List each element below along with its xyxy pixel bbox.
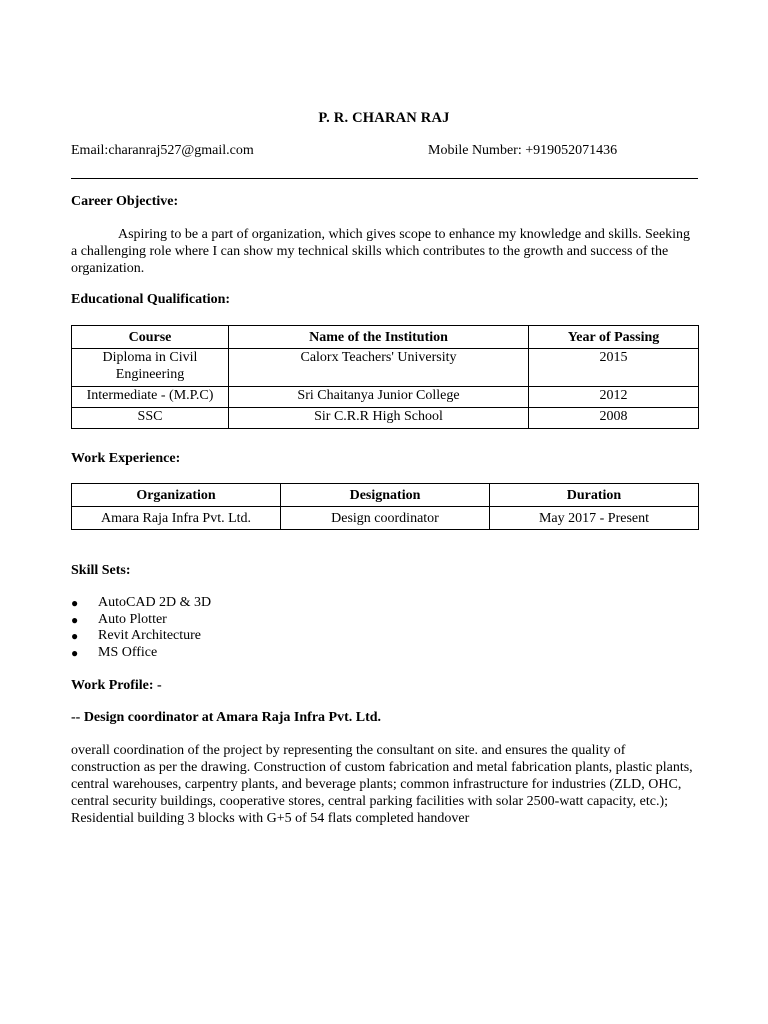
table-cell: SSC xyxy=(72,408,229,429)
bullet-icon: ● xyxy=(71,629,79,643)
work-profile-heading: Work Profile: - xyxy=(71,678,162,693)
column-header: Name of the Institution xyxy=(229,326,529,349)
header-divider xyxy=(71,178,698,179)
work-experience-heading: Work Experience: xyxy=(71,451,181,466)
table-row xyxy=(72,507,699,530)
table-cell: May 2017 - Present xyxy=(490,507,699,530)
table-cell: 2015 xyxy=(529,349,699,387)
skill-label: AutoCAD 2D & 3D xyxy=(98,595,212,610)
column-header: Course xyxy=(72,326,229,349)
email-text: Email:charanraj527@gmail.com xyxy=(71,143,254,158)
table-row xyxy=(72,408,699,429)
resume-name: P. R. CHARAN RAJ xyxy=(318,110,450,126)
career-objective-heading: Career Objective: xyxy=(71,194,179,209)
table-row xyxy=(72,387,699,408)
column-header: Organization xyxy=(72,484,281,507)
career-objective-text: Aspiring to be a part of organization, which gives scope to enhance my knowledge and skills. Seeking a challenging role where I can show my technical skills which contributes to the growth and success of the organization. xyxy=(71,227,691,276)
mobile-text: Mobile Number: +919052071436 xyxy=(428,143,618,158)
table-cell: 2008 xyxy=(529,408,699,429)
education-header-row xyxy=(72,326,699,349)
table-cell: Intermediate - (M.P.C) xyxy=(72,387,229,408)
list-item xyxy=(71,612,211,629)
list-item xyxy=(71,595,211,612)
column-header: Duration xyxy=(490,484,699,507)
education-heading: Educational Qualification: xyxy=(71,292,231,307)
column-header: Designation xyxy=(281,484,490,507)
skills-list xyxy=(71,595,211,661)
column-header: Year of Passing xyxy=(529,326,699,349)
table-cell: Sir C.R.R High School xyxy=(229,408,529,429)
skill-label: MS Office xyxy=(98,644,158,660)
skill-label: Auto Plotter xyxy=(98,611,167,627)
list-item xyxy=(71,628,211,645)
table-cell: Diploma in Civil Engineering xyxy=(72,349,229,387)
skill-label: Revit Architecture xyxy=(98,628,202,643)
table-cell: Sri Chaitanya Junior College xyxy=(229,387,529,408)
work-profile-subheading: -- Design coordinator at Amara Raja Infra Pvt. Ltd. xyxy=(71,710,382,725)
education-table xyxy=(71,325,699,429)
bullet-icon: ● xyxy=(71,596,79,610)
bullet-icon: ● xyxy=(71,612,79,627)
table-cell: Calorx Teachers' University xyxy=(229,349,529,387)
bullet-icon: ● xyxy=(71,645,79,660)
list-item xyxy=(71,645,211,662)
work-experience-table xyxy=(71,483,699,530)
table-row xyxy=(72,349,699,387)
table-cell: Design coordinator xyxy=(281,507,490,530)
work-profile-text: overall coordination of the project by representing the consultant on site. and ensures the quality of construction as per the drawing. Construction of custom fabrication and metal fabrication plants, plastic plants, central warehouses, carpentry plants, and beverage plants; common infrastructure for industries (ZLD, OHC, central security buildings, cooperative stores, central parking facilities with solar 2500-watt capacity, etc.); Residential building 3 blocks with G+5 of 54 flats completed handover xyxy=(71,743,693,826)
table-cell: 2012 xyxy=(529,387,699,408)
table-cell: Amara Raja Infra Pvt. Ltd. xyxy=(72,507,281,530)
work-header-row xyxy=(72,484,699,507)
skills-heading: Skill Sets: xyxy=(71,563,131,578)
